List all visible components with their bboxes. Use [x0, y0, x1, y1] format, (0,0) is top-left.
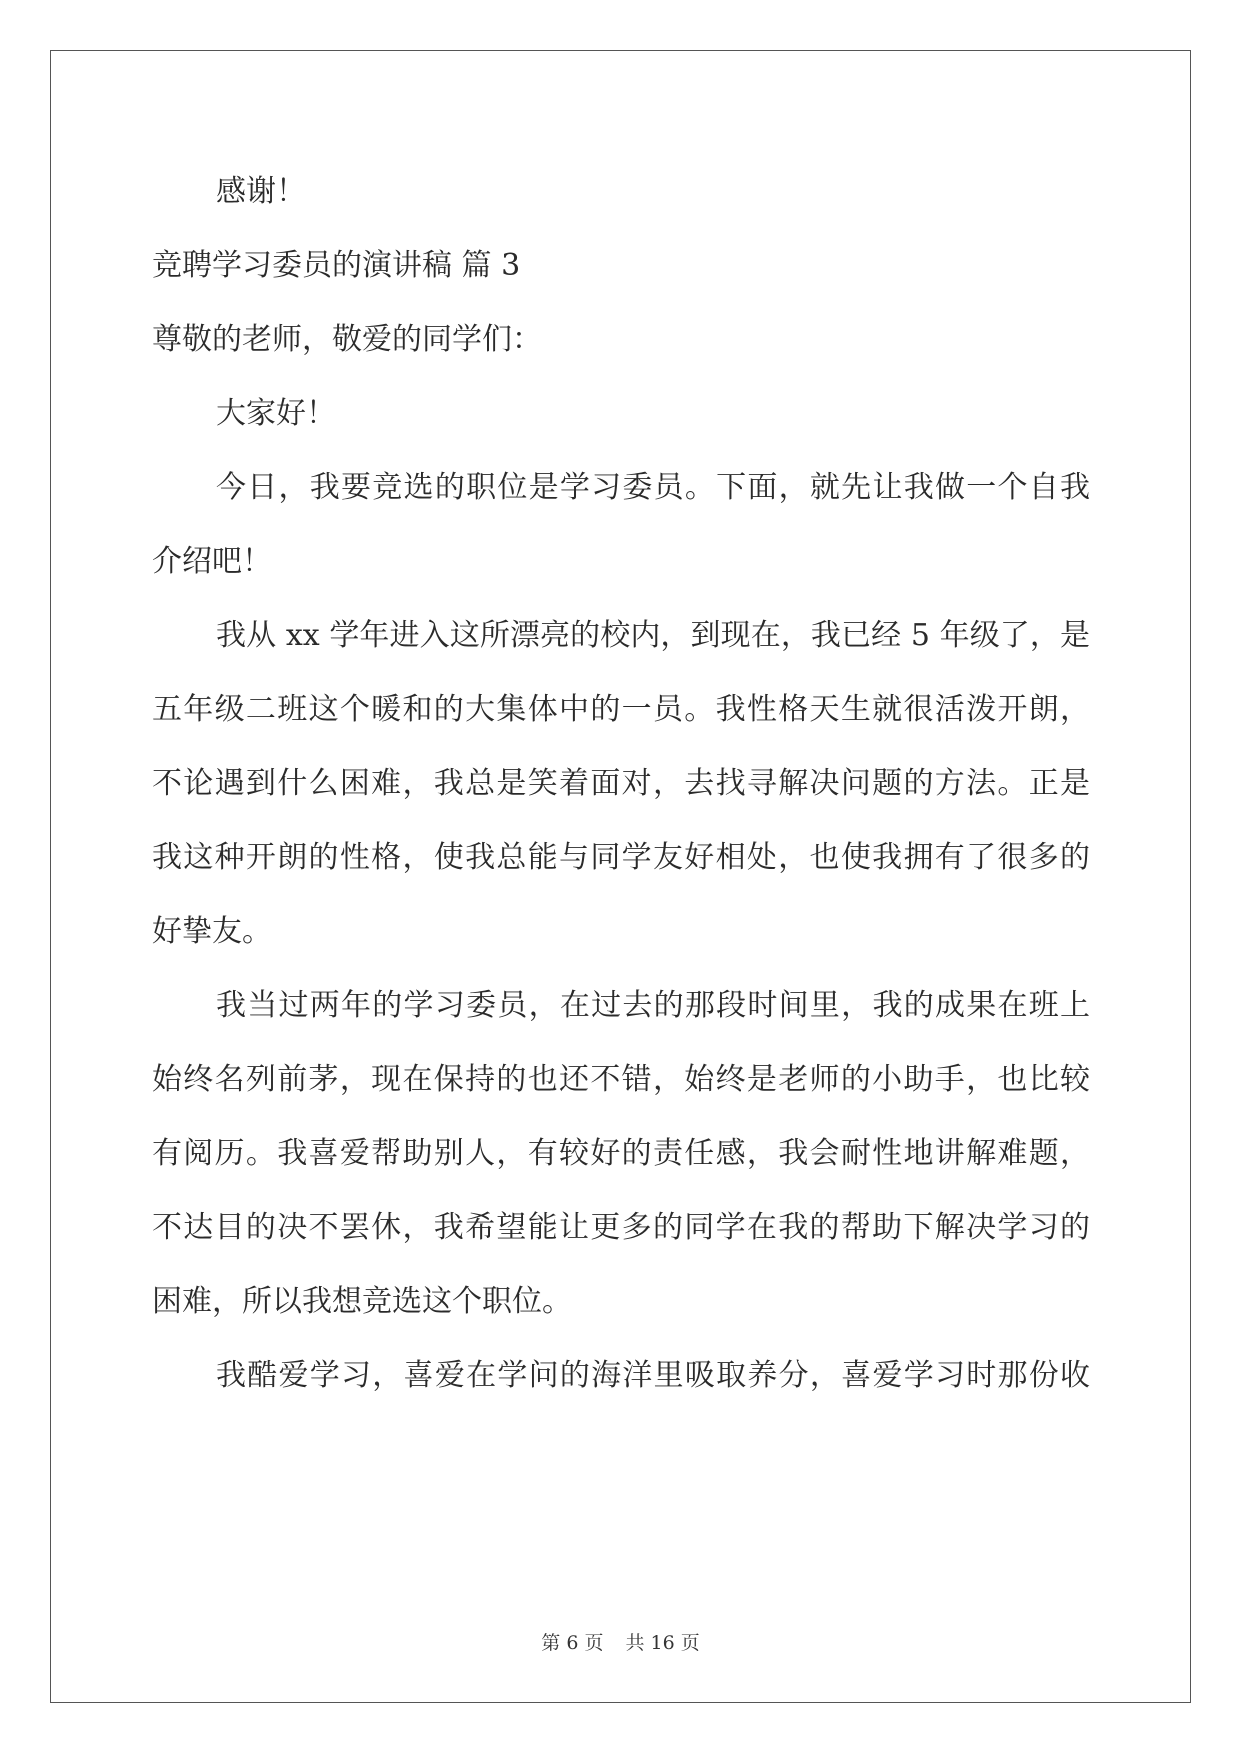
paragraph-2-line-1: 我从 xx 学年进入这所漂亮的校内，到现在，我已经 5 年级了，是: [216, 618, 1090, 653]
paragraph-3-line-1: 我当过两年的学习委员，在过去的那段时间里，我的成果在班上: [216, 988, 1090, 1023]
paragraph-1-line-1: 今日，我要竞选的职位是学习委员。下面，就先让我做一个自我: [216, 470, 1090, 505]
paragraph-2-line-3: 不论遇到什么困难，我总是笑着面对，去找寻解决问题的方法。正是: [152, 766, 1090, 801]
page-total: 共 16 页: [625, 1632, 700, 1654]
page-footer: [0, 1630, 1241, 1656]
page-number: 第 6 页: [541, 1632, 604, 1654]
paragraph-2-line-4: 我这种开朗的性格，使我总能与同学友好相处，也使我拥有了很多的: [152, 840, 1090, 875]
paragraph-1-line-2: 介绍吧！: [152, 544, 272, 579]
paragraph-3-line-2: 始终名列前茅，现在保持的也还不错，始终是老师的小助手，也比较: [152, 1062, 1090, 1097]
section-heading: 竞聘学习委员的演讲稿 篇 3: [152, 248, 521, 283]
paragraph-3-line-5: 困难，所以我想竞选这个职位。: [152, 1284, 572, 1319]
closing-line: 感谢！: [216, 174, 306, 209]
salutation: 尊敬的老师，敬爱的同学们：: [152, 322, 542, 357]
paragraph-4-line-1: 我酷爱学习，喜爱在学问的海洋里吸取养分，喜爱学习时那份收: [216, 1358, 1090, 1393]
paragraph-2-line-5: 好挚友。: [152, 914, 272, 949]
paragraph-3-line-4: 不达目的决不罢休，我希望能让更多的同学在我的帮助下解决学习的: [152, 1210, 1090, 1245]
paragraph-2-line-2: 五年级二班这个暖和的大集体中的一员。我性格天生就很活泼开朗，: [152, 692, 1090, 727]
paragraph-3-line-3: 有阅历。我喜爱帮助别人，有较好的责任感，我会耐性地讲解难题，: [152, 1136, 1090, 1171]
greeting: 大家好！: [216, 396, 336, 431]
